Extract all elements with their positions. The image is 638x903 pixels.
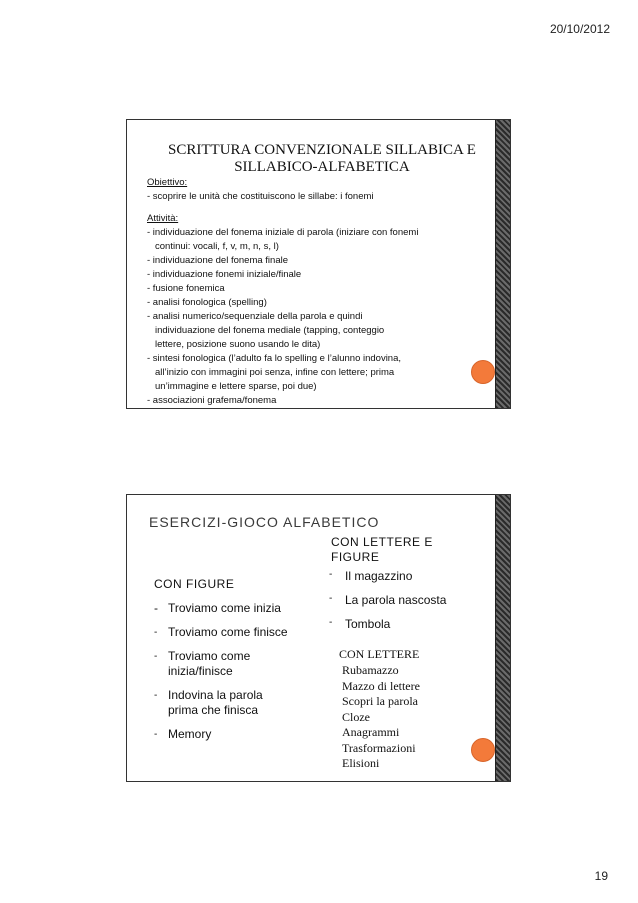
objective-label: Obiettivo: [147, 177, 188, 188]
page-number: 19 [594, 869, 608, 883]
bullet: - [329, 569, 333, 580]
list-item-text: La parola nascosta [345, 593, 447, 607]
list-item-text: Tombola [345, 617, 391, 631]
list-item [154, 625, 334, 640]
list-item [329, 569, 446, 583]
left-column [154, 577, 334, 751]
objective-text: - scoprire le unità che costituiscono le sillabe: i fonemi [147, 191, 374, 202]
bullet: - [154, 729, 158, 740]
letters-item: Scopri la parola [342, 694, 418, 708]
list-item [329, 593, 446, 607]
activity-line: - analisi numerico/sequenziale della parola e quindi [147, 311, 363, 322]
bullet: - [154, 690, 158, 701]
letters-item: Cloze [342, 709, 370, 724]
list-item-text: Troviamo come inizia/finisce [168, 649, 251, 678]
slide-title [157, 142, 487, 176]
slide-side-stripe [495, 120, 510, 408]
slide-title-line-2: SILLABICO-ALFABETICA [234, 159, 410, 175]
activity-line: - individuazione fonemi iniziale/finale [147, 269, 302, 280]
letters-item: Rubamazzo [342, 663, 399, 677]
right-heading: CON LETTERE E FIGURE [331, 535, 433, 564]
slide-scrittura [126, 119, 511, 409]
list-item [154, 601, 334, 616]
activity-line: - individuazione del fonema finale [147, 255, 289, 266]
letters-item: Elisioni [342, 756, 380, 770]
activity-line: - analisi fonologica (spelling) [147, 297, 267, 308]
orange-dot-icon [471, 738, 495, 762]
list-item [154, 649, 334, 679]
letters-item: Mazzo di lettere [342, 678, 420, 693]
activity-line: all’inizio con immagini poi senza, infine con lettere; prima [155, 367, 395, 378]
list-item [329, 617, 446, 631]
slide-side-stripe [495, 495, 510, 781]
orange-dot-icon [471, 360, 495, 384]
right-column [329, 569, 446, 641]
activity-line: continui: vocali, f, v, m, n, s, l) [155, 241, 279, 252]
list-item [154, 727, 334, 742]
activity-line: lettere, posizione suono usando le dita) [155, 339, 321, 350]
letters-item: Anagrammi [342, 725, 400, 739]
bullet: - [154, 651, 158, 662]
activity-line: - individuazione del fonema iniziale di parola (iniziare con fonemi [147, 227, 419, 238]
activity-line: - fusione fonemica [147, 283, 225, 294]
list-item-text: Il magazzino [345, 569, 413, 583]
bullet: - [329, 593, 333, 604]
activities-label: Attività: [147, 213, 179, 224]
activity-line: - sintesi fonologica (l’adulto fa lo spelling e l’alunno indovina, [147, 353, 402, 364]
slide-title: ESERCIZI-GIOCO ALFABETICO [149, 514, 380, 530]
activity-line: individuazione del fonema mediale (tapping, conteggio [155, 325, 385, 336]
slide-title-line-1: SCRITTURA CONVENZIONALE SILLABICA E [168, 142, 476, 158]
header-date: 20/10/2012 [549, 22, 610, 36]
left-heading: CON FIGURE [154, 577, 235, 591]
activity-line: - associazioni grafema/fonema [147, 395, 277, 406]
slide-esercizi [126, 494, 511, 782]
letters-column [339, 647, 420, 772]
list-item [154, 688, 334, 718]
list-item-text: Indovina la parola prima che finisca [168, 688, 263, 717]
bullet: - [154, 627, 158, 638]
bullet: - [329, 617, 333, 628]
list-item-text: Memory [168, 727, 212, 741]
letters-heading: CON LETTERE [339, 647, 420, 661]
list-item-text: Troviamo come inizia [168, 601, 281, 615]
activity-line: un’immagine e lettere sparse, poi due) [155, 381, 317, 392]
slide-body [147, 176, 497, 408]
letters-item: Trasformazioni [342, 740, 416, 755]
bullet: - [154, 601, 158, 615]
list-item-text: Troviamo come finisce [168, 625, 288, 639]
